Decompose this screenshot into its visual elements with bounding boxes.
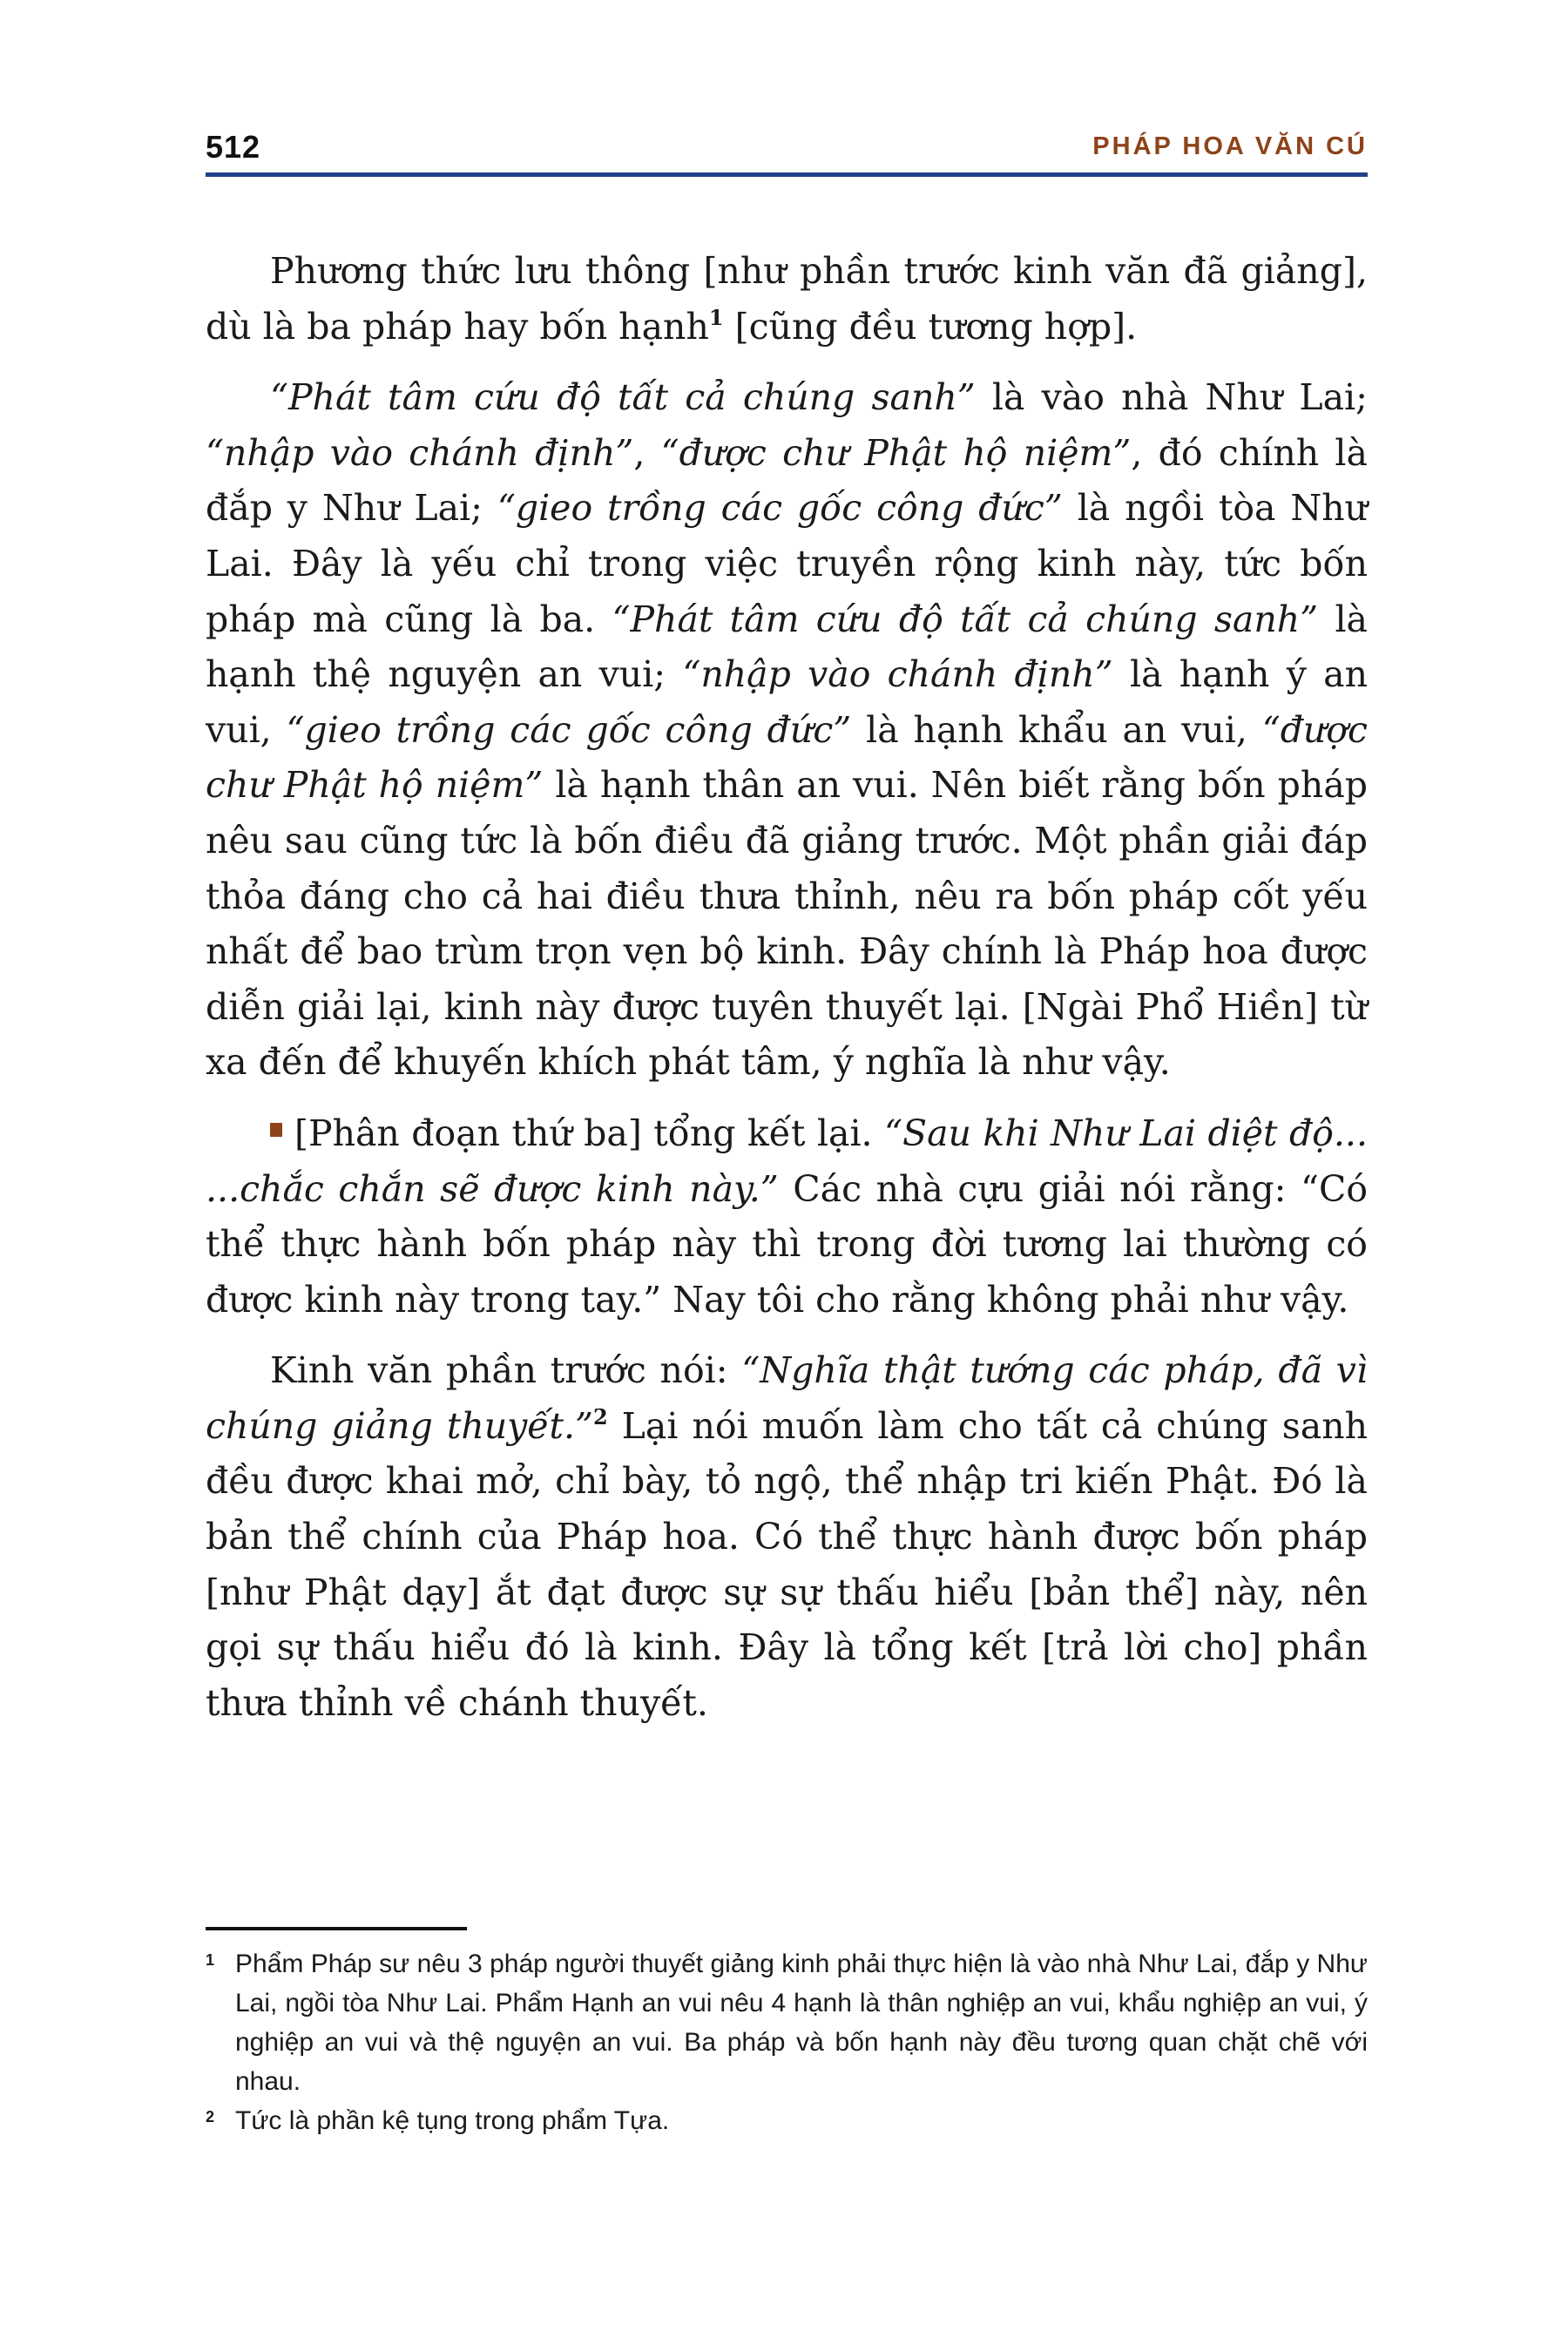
quotation: “Sau khi Như Lai diệt độ... ...chắc chắn sẽ được kinh này.”	[206, 1112, 1368, 1210]
footnote-ref: 2	[593, 1403, 608, 1429]
footnote-text: Tức là phần kệ tụng trong phẩm Tựa.	[235, 2106, 670, 2135]
quotation: “gieo trồng các gốc công đức”	[497, 487, 1063, 530]
paragraph	[206, 1106, 1368, 1328]
header-rule	[206, 172, 1368, 177]
text-run: [Phân đoạn thứ ba] tổng kết lại.	[294, 1112, 885, 1154]
quotation: “Phát tâm cứu độ tất cả chúng sanh”	[612, 598, 1319, 640]
text-run: [cũng đều tương hợp].	[723, 305, 1138, 348]
footnotes	[206, 1944, 1368, 2140]
text-run: là hạnh thân an vui. Nên biết rằng bốn pháp nêu sau cũng tức là bốn điều đã giảng trước. Một phần giải đáp thỏa đáng cho cả hai điều thưa thỉnh, nêu ra bốn pháp cốt yếu nhất để bao trùm trọn vẹn bộ kinh. Đây chính là Pháp hoa được diễn giải lại, kinh này được tuyên thuyết lại. [Ngài Phổ Hiền] từ xa đến để khuyến khích phát tâm, ý nghĩa là như vậy.	[206, 764, 1369, 1084]
text-run: là vào nhà Như Lai;	[975, 376, 1368, 419]
text-run: , đó chính là đắp y Như Lai;	[206, 431, 1368, 530]
paragraph	[206, 244, 1368, 355]
quotation: “gieo trồng các gốc công đức”	[286, 708, 852, 751]
paragraph	[206, 370, 1368, 1091]
text-run: Lại nói muốn làm cho tất cả chúng sanh đều được khai mở, chỉ bày, tỏ ngộ, thể nhập tri kiến Phật. Đó là bản thể chính của Pháp hoa. Có thể thực hành được bốn pháp [như Phật dạy] ắt đạt được sự sự thấu hiểu [bản thể] này, nên gọi sự thấu hiểu đó là kinh. Đây là tổng kết [trả lời cho] phần thưa thỉnh về chánh thuyết.	[206, 1404, 1369, 1724]
quotation: “được chư Phật hộ niệm”	[206, 708, 1369, 807]
paragraph	[206, 1343, 1368, 1731]
footnote-mark: 2	[206, 2108, 215, 2126]
bullet-icon	[270, 1123, 282, 1137]
quotation: “nhập vào chánh định”	[682, 653, 1113, 696]
footnote-text: Phẩm Pháp sư nêu 3 pháp người thuyết giảng kinh phải thực hiện là vào nhà Như Lai, đắp y Như Lai, ngồi tòa Như Lai. Phẩm Hạnh an vui nêu 4 hạnh là thân nghiệp an vui, khẩu nghiệp an vui, ý nghiệp an vui và thệ nguyện an vui. Ba pháp và bốn hạnh này đều tương quan chặt chẽ với nhau.	[235, 1950, 1368, 2096]
body-text	[206, 244, 1368, 1747]
text-run: Phương thức lưu thông [như phần trước kinh văn đã giảng], dù là ba pháp hay bốn hạnh	[206, 250, 1368, 348]
footnote-ref: 1	[708, 304, 724, 330]
quotation: “được chư Phật hộ niệm”	[660, 431, 1132, 474]
quotation: “Nghĩa thật tướng các pháp, đã vì chúng giảng thuyết.”	[206, 1349, 1369, 1447]
quotation: “Phát tâm cứu độ tất cả chúng sanh”	[270, 376, 976, 419]
text-run: ,	[633, 431, 661, 474]
text-run: là ngồi tòa Như Lai. Đây là yếu chỉ trong việc truyền rộng kinh này, tức bốn pháp mà cũng là ba.	[206, 487, 1369, 640]
page-number: 512	[206, 129, 261, 165]
text-run: là hạnh thệ nguyện an vui;	[206, 598, 1368, 696]
footnote	[206, 2101, 1368, 2140]
running-header	[206, 129, 1368, 172]
text-run: là hạnh khẩu an vui,	[851, 708, 1262, 751]
book-title: PHÁP HOA VĂN CÚ	[1092, 132, 1368, 160]
footnote-separator	[206, 1927, 467, 1930]
quotation: “nhập vào chánh định”	[206, 431, 634, 474]
footnote-mark: 1	[206, 1951, 215, 1969]
footnote	[206, 1944, 1368, 2101]
text-run: Kinh văn phần trước nói:	[270, 1349, 742, 1392]
text-run: là hạnh ý an vui,	[206, 653, 1368, 751]
text-run: Các nhà cựu giải nói rằng: “Có thể thực hành bốn pháp này thì trong đời tương lai thường có được kinh này trong tay.” Nay tôi cho rằng không phải như vậy.	[206, 1167, 1368, 1321]
